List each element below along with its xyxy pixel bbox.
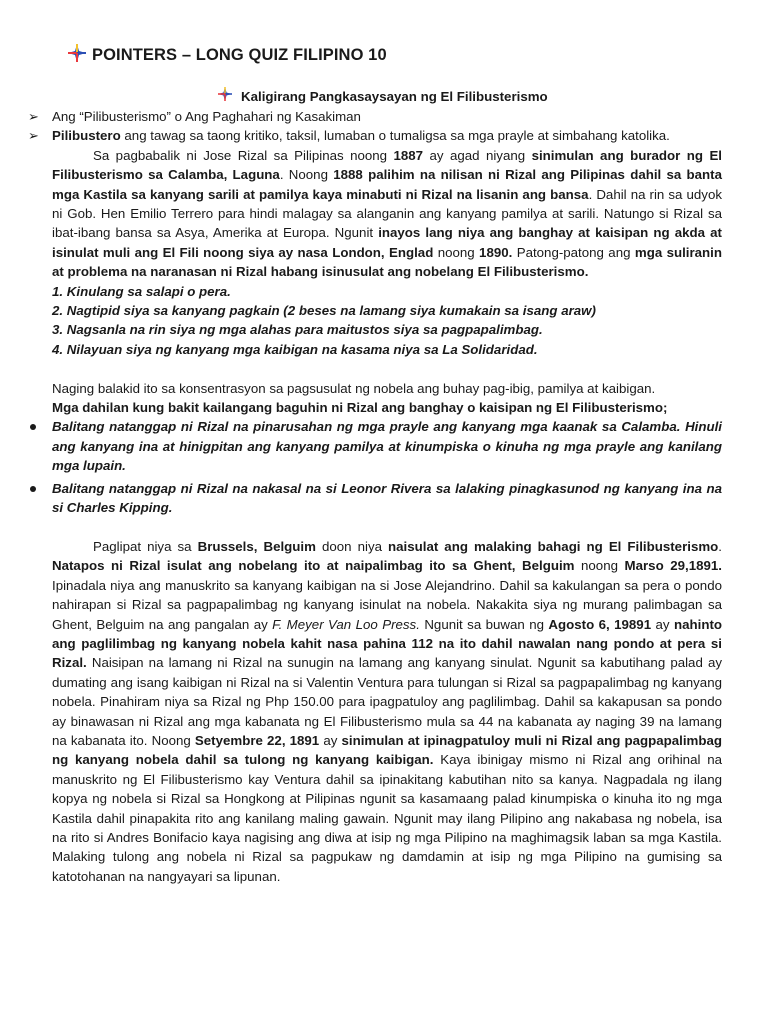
title-text: POINTERS – LONG QUIZ FILIPINO 10 [92,46,387,64]
numbered-item: 1. Kinulang sa salapi o pera. [52,283,231,299]
section-heading-text: Kaligirang Pangkasaysayan ng El Filibusterismo [241,89,548,104]
cross-star-icon [68,44,86,67]
bullet-dot-icon [30,424,36,430]
paragraph-publication: Paglipat niya sa Brussels, Belguim doon niya naisulat ang malaking bahagi ng El Filibusterismo. Natapos ni Rizal isulat ang nobelang ito at naipalimbag ito sa Ghent, Belguim noong Marso 29,1891. Ipinadala niya ang manuskrito sa kanyang kaibigan na si Jose Alejandrino. Dahil sa kakulangan sa pera o pondo nahirapan si Rizal sa pagpapalimbag ng kanyang isinulat na nobela. Nakakita siya ng murang palimbagan sa Ghent, Belguim na ang pangalan ay F. Meyer Van Loo Press. Ngunit sa buwan ng Agosto 6, 19891 ay nahinto ang paglilimbag ng kanyang nobela kahit nasa pahina 112 na ito dahil nawalan nang pondo at pera si Rizal. Naisipan na lamang ni Rizal na sunugin na lamang ang kanyang sinulat. Ngunit sa kabutihang palad ay dumating ang isang kaibigan ni Rizal na si Valentin Ventura para tulungan si Rizal sa pagpapalimbag ng kanyang nobela. Pinahiram niya sa Rizal ng Php 150.00 para ipagpatuloy ang paglilimbag. Dahil sa kakapusan sa pondo ay binawasan ni Rizal ang mga kabanata ng El Filibusterismo mula sa 44 na kabanata ay naging 39 na lamang na kabanata ito. Noong Setyembre 22, 1891 ay sinimulan at ipinagpatuloy muli ni Rizal ang pagpapalimbag ng kanyang nobela dahil sa tulong ng kanyang kaibigan. Kaya ibinigay mismo ni Rizal ang orihinal na manuskrito ng El Filibusterismo kay Ventura dahil sa ipinakitang kabutihan nito sa kanya. Nagpadala ng ilang kopya ng nobela si Rizal sa Hongkong at Pilipinas ngunit sa kasamaang palad kinumpiska o kinuha ito ng mga Kastila dahil pinapakita rito ang kanilang maling gawain. Ngunit may ilang Pilipino ang nakabasa ng nobela, isa na rito si Andres Bonifacio kaya nagising ang diwa at isip ng mga Pilipino na maghimagsik laban sa mga Kastila. Malaking tulong ang nobela ni Rizal sa pagpukaw ng damdamin at isip ng mga Pilipino na gumising sa katotohanan na nangyayari sa lipunan. [52,538,723,884]
document-body [28,107,723,886]
paragraph-history: Sa pagbabalik ni Jose Rizal sa Pilipinas noong 1887 ay agad niyang sinimulan ang burador ng El Filibusterismo sa Calamba, Laguna. Noong 1888 palihim na nilisan ni Rizal ang Pilipinas dahil sa banta mga Kastila sa kanyang sarili at pamilya kaya minabuti ni Rizal na lisanin ang bansa. Dahil na rin sa udyok ni Gob. Hen Emilio Terrero para hindi malagay sa alanganin ang kanyang pamilya at sarili. Natungo si Rizal sa ibat-ibang bansa sa Asya, Amerika at Europa. Ngunit inayos lang niya ang banghay at kaisipan ng akda at isinulat muli ang El Fili noong siya ay nasa London, Englad noong 1890. Patong-patong ang mga suliranin at problema na naranasan ni Rizal habang isinusulat ang nobelang El Filibusterismo. [52,147,723,280]
numbered-list [52,282,722,360]
page-title [68,44,387,67]
reasons-heading: Mga dahilan kung bakit kailangang baguhin ni Rizal ang banghay o kaisipan ng El Filibusterismo; [52,400,668,416]
arrow-bullet-icon: ➢ [28,109,39,124]
arrow-list-item: ➢ Pilibustero ang tawag sa taong kritiko, taksil, lumaban o tumaligsa sa mga prayle at simbahang katolika. [52,126,722,145]
numbered-item: 3. Nagsanla na rin siya ng mga alahas para maitustos siya sa pagpapalimbag. [52,322,543,338]
numbered-item: 2. Nagtipid siya sa kanyang pagkain (2 beses na lamang siya kumakain sa isang araw) [52,303,596,319]
bullet-item: Balitang natanggap ni Rizal na pinarusahan ng mga prayle ang kanyang mga kaanak sa Calamba. Hinuli ang kanyang ina at hinigpitan ang kanyang pamilya at kinumpiska o kinuha ng mga prayle ang kanilang mga lupain. [52,417,722,475]
bullet-dot-icon [30,486,36,492]
numbered-item: 4. Nilayuan siya ng kanyang mga kaibigan na kasama niya sa La Solidaridad. [52,341,538,357]
cross-star-icon [218,87,232,106]
arrow-list-item: ➢ Ang “Pilibusterismo” o Ang Paghahari ng Kasakiman [52,107,722,126]
bullet-item: Balitang natanggap ni Rizal na nakasal na si Leonor Rivera sa lalaking pinagkasunod ng kanyang ina na si Charles Kipping. [52,479,722,518]
section-heading [218,87,548,106]
arrow-bullet-icon: ➢ [28,128,39,144]
paragraph-obstacles: Naging balakid ito sa konsentrasyon sa pagsusulat ng nobela ang buhay pag-ibig, pamilya at kaibigan. [52,380,656,396]
